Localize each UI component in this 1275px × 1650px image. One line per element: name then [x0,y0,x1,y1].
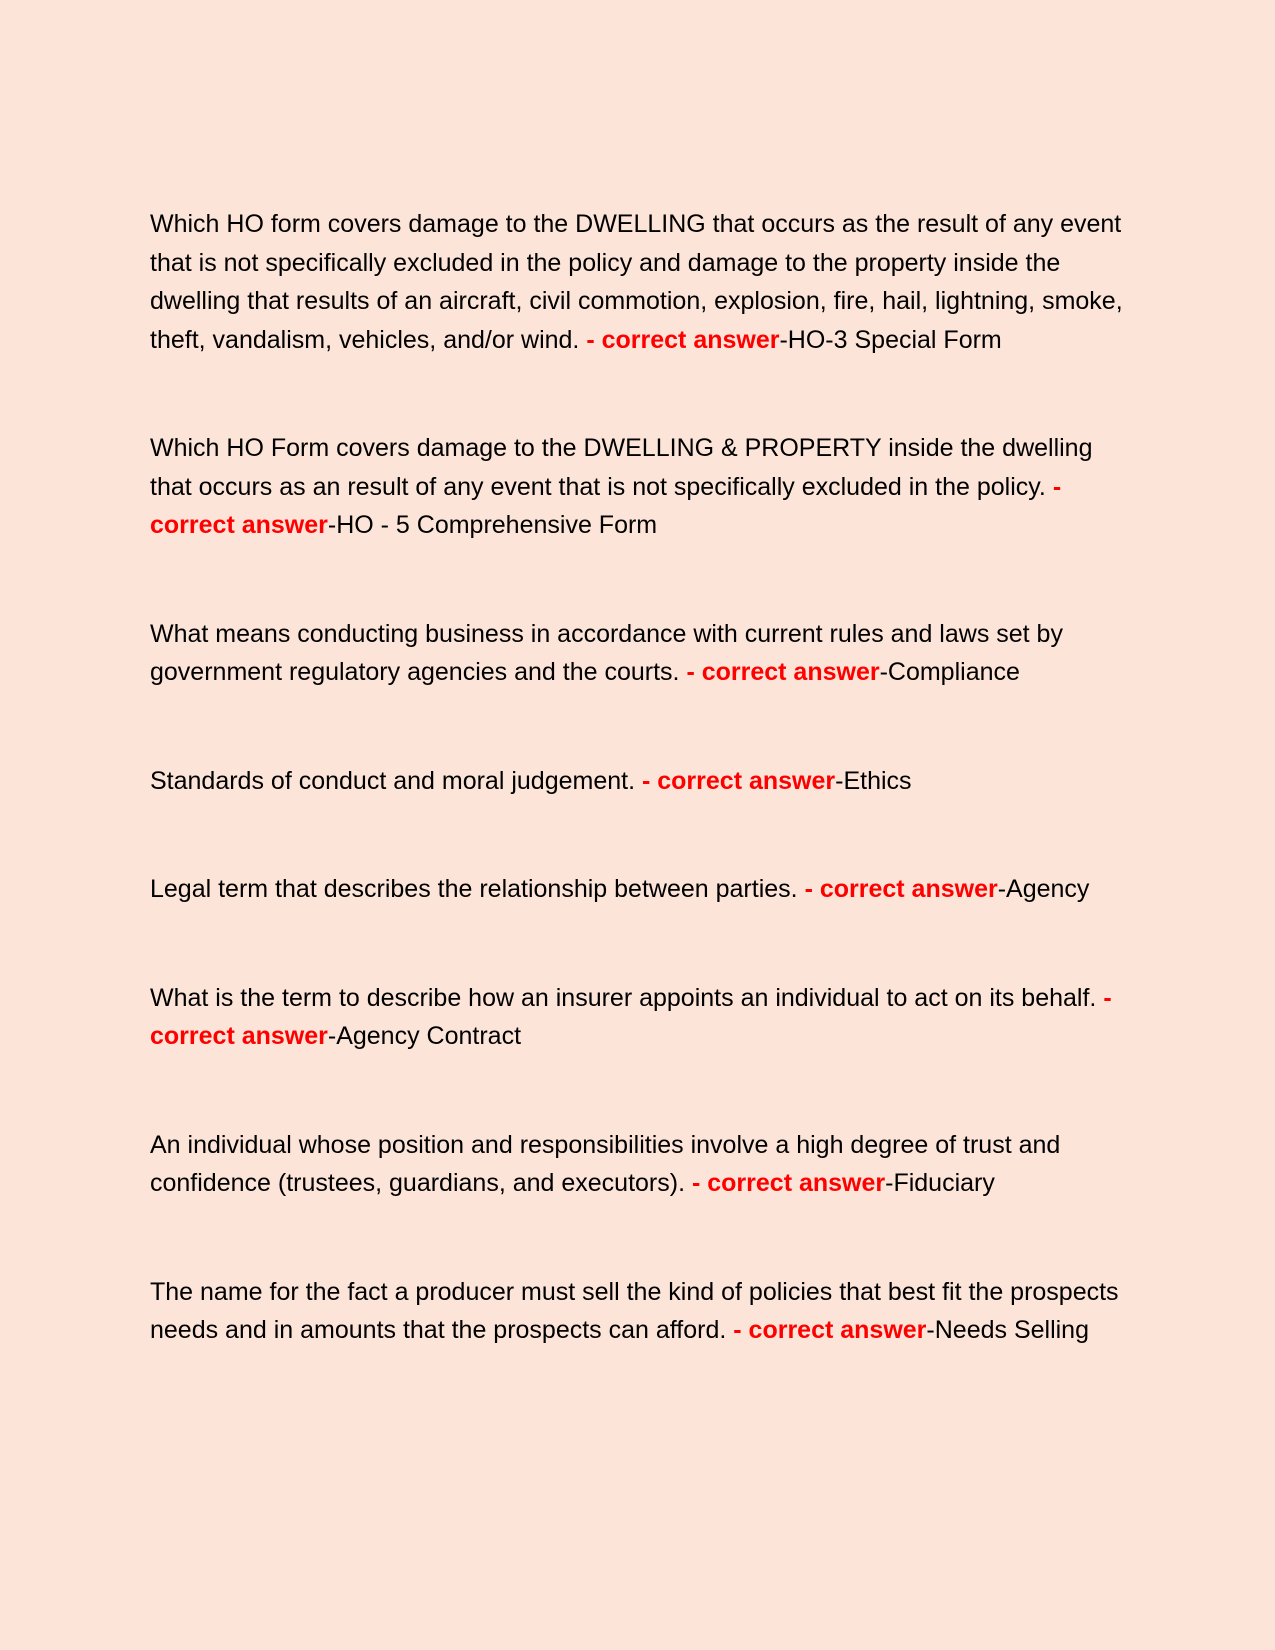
qa-item [150,429,1135,545]
question-text: What is the term to describe how an insurer appoints an individual to act on its behalf. [150,983,1097,1012]
question-text: The name for the fact a producer must sell the kind of policies that best fit the prospects needs and in amounts that the prospects can afford. [150,1277,1119,1344]
question-text: Which HO Form covers damage to the DWELLING & PROPERTY inside the dwelling that occurs as an result of any event that is not specifically excluded in the policy. [150,434,1093,501]
question-text: Which HO form covers damage to the DWELLING that occurs as the result of any event that is not specifically excluded in the policy and damage to the property inside the dwelling that results of an aircraft, civil commotion, explosion, fire, hail, lightning, smoke, theft, vandalism, vehicles, and/or wind. [150,210,1123,354]
qa-item [150,870,1135,909]
question-text: What means conducting business in accordance with current rules and laws set by government regulatory agencies and the courts. [150,619,1063,686]
correct-answer-marker: - correct answer [691,1169,886,1197]
qa-item [150,1126,1135,1203]
answer-text: -Compliance [879,658,1020,686]
correct-answer-marker: - correct answer [733,1316,927,1344]
correct-answer-marker: - correct answer [686,658,880,686]
question-text: Standards of conduct and moral judgement. [150,766,636,795]
answer-text: -Agency Contract [327,1022,522,1050]
answer-text: -HO-3 Special Form [779,325,1002,354]
answer-text: -Fiduciary [885,1169,995,1197]
correct-answer-marker: - correct answer [150,472,1062,539]
qa-item [150,615,1135,692]
answer-text: -Agency [997,875,1090,903]
answer-text: -Ethics [835,766,912,795]
qa-item [150,979,1135,1056]
correct-answer-marker: - correct answer [641,766,836,795]
question-text: An individual whose position and responsibilities involve a high degree of trust and confidence (trustees, guardians, and executors). [150,1130,1061,1197]
document-page [150,205,1135,1420]
answer-text: -HO - 5 Comprehensive Form [327,511,658,539]
correct-answer-marker: - correct answer [150,983,1112,1050]
correct-answer-marker: - correct answer [804,875,998,903]
answer-text: -Needs Selling [926,1316,1089,1344]
question-text: Legal term that describes the relationship between parties. [150,875,798,903]
correct-answer-marker: - correct answer [586,325,780,354]
qa-item [150,1273,1135,1350]
qa-item [150,205,1135,359]
qa-item [150,762,1135,801]
